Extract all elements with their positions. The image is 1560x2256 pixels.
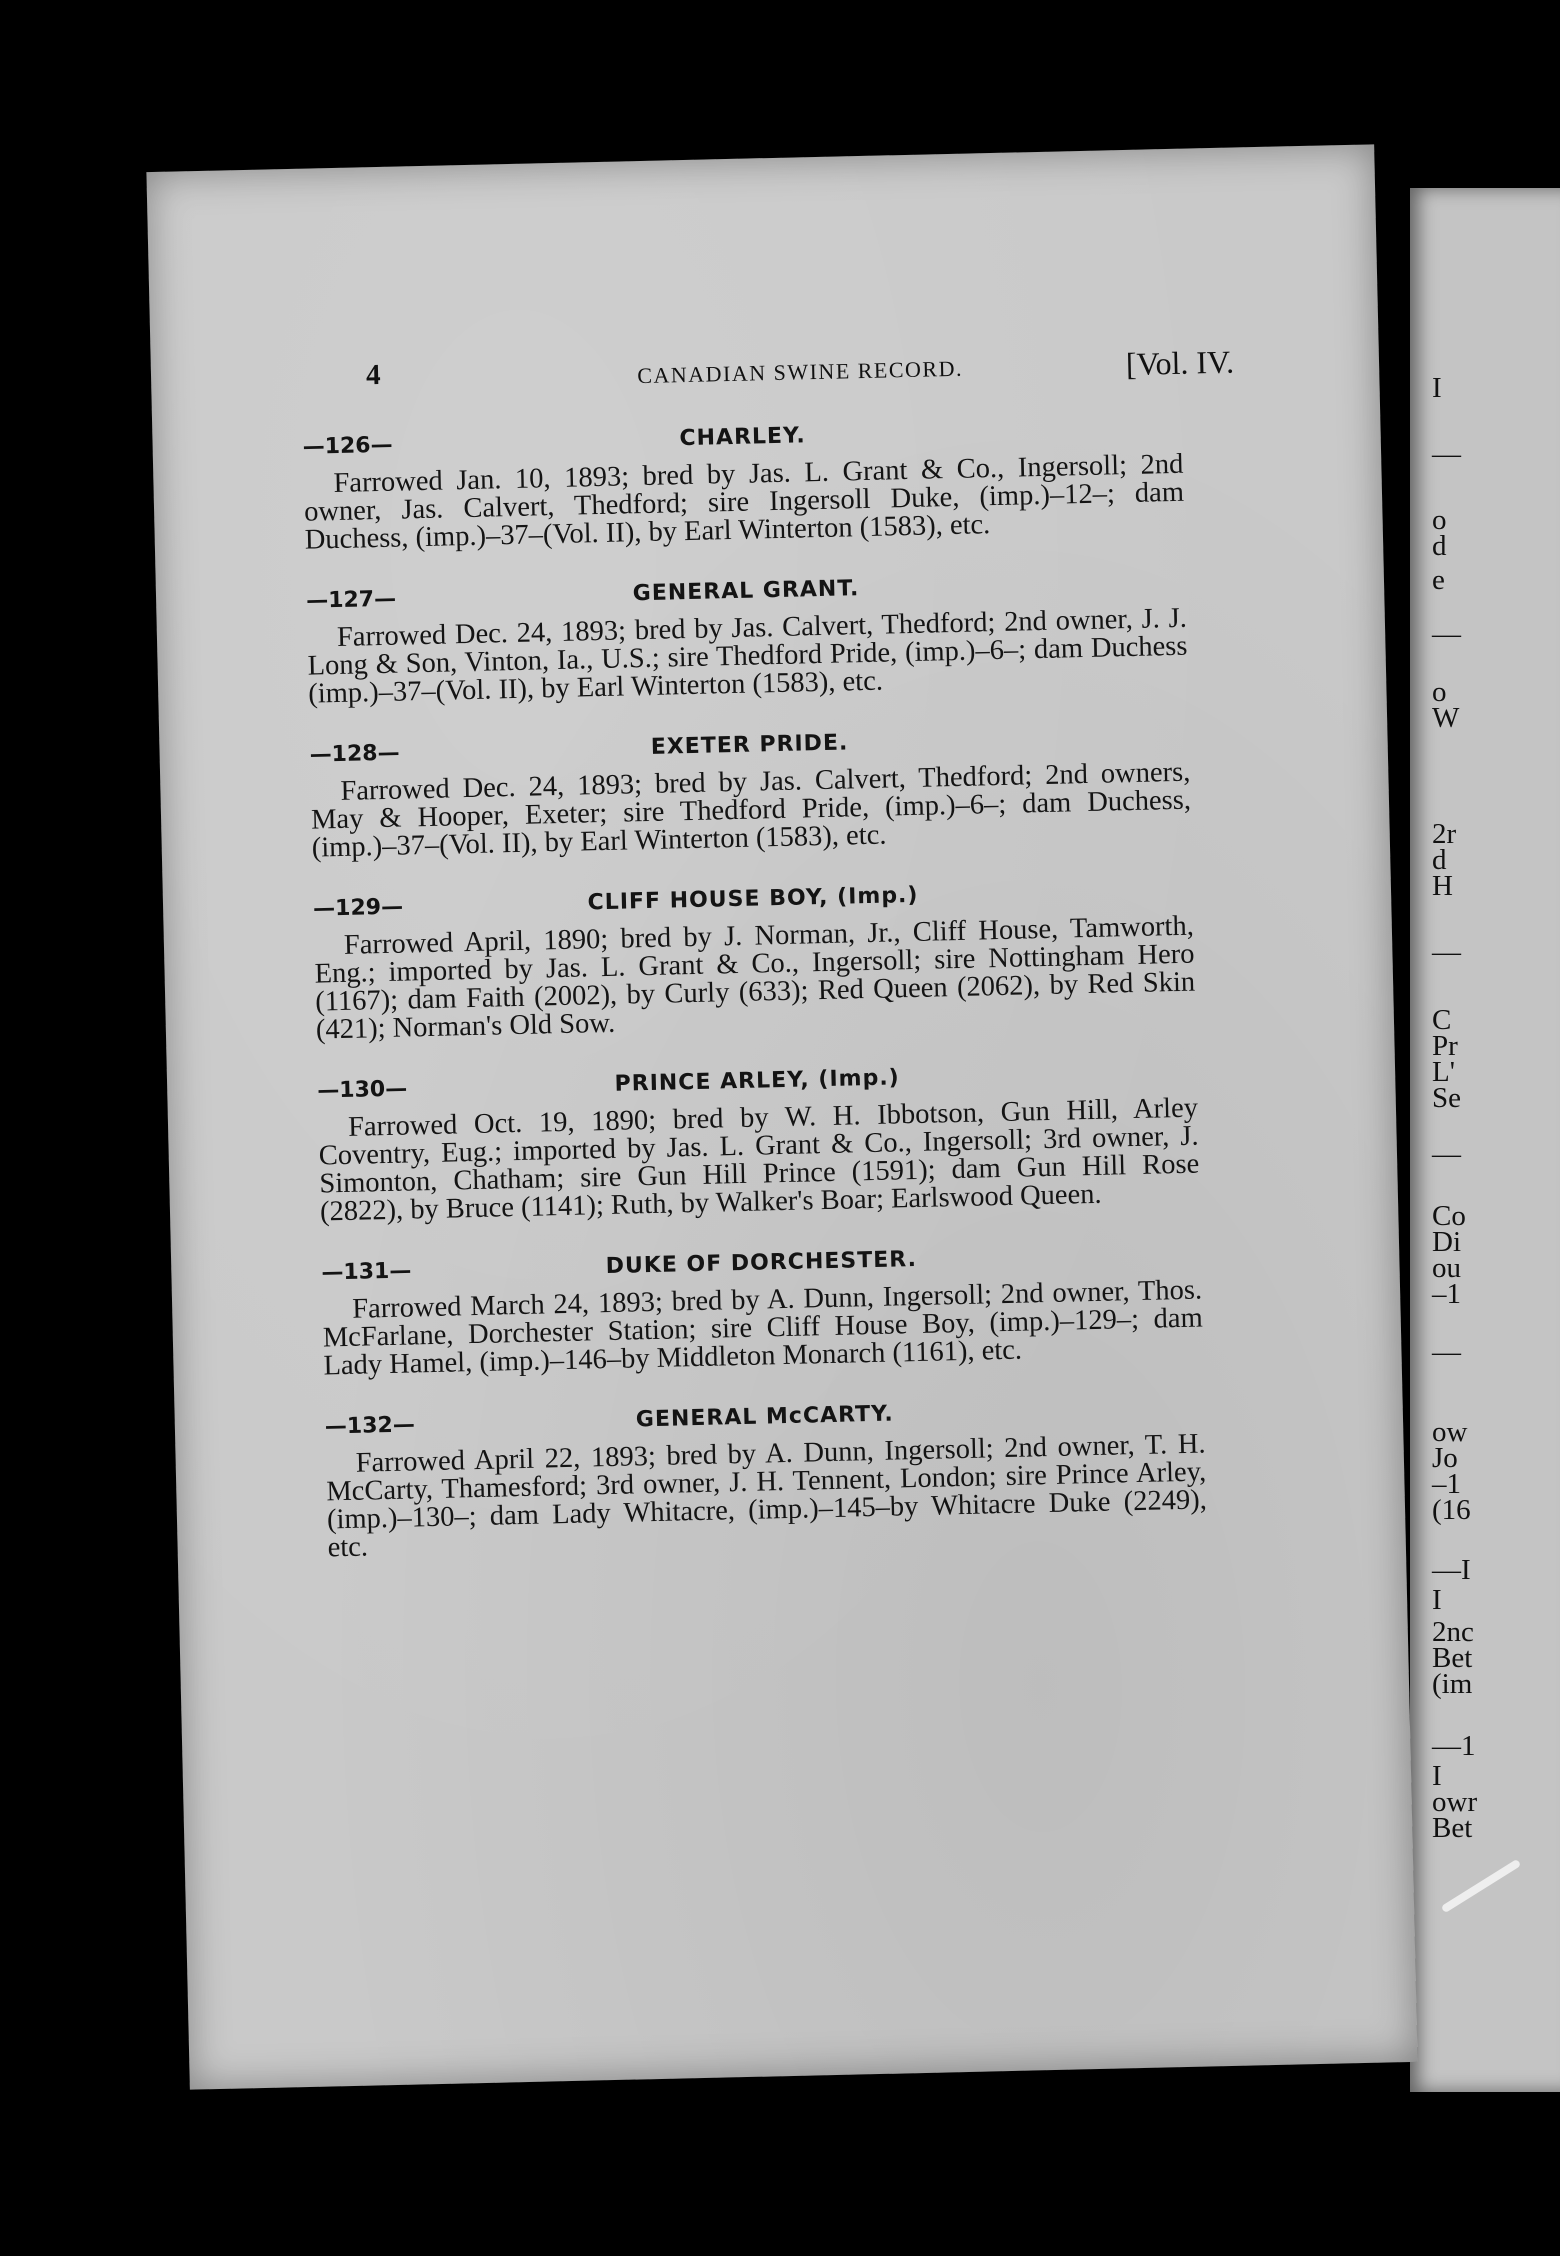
pedigree-entry <box>302 411 1185 555</box>
entry-name: CHARLEY. <box>679 423 806 452</box>
facing-page-fragment: o <box>1432 676 1447 708</box>
scanned-page <box>146 144 1417 2089</box>
facing-page-fragment: — <box>1432 438 1461 470</box>
pedigree-entry <box>317 1055 1200 1227</box>
running-title: CANADIAN SWINE RECORD. <box>636 355 964 389</box>
entry-text: Farrowed April, 1890; bred by J. Norman, Jr., Cliff House, Tamworth, Eng.; imported by Jas. L. Grant & Co., Ingersoll; sire Nottingham Hero (1167); dam Faith (2002), by Curly (633); Red Queen (2062), by Red Skin (421); Norman's Old Sow. <box>314 910 1196 1046</box>
facing-page-fragment: Di <box>1432 1226 1461 1258</box>
pedigree-entry <box>321 1237 1204 1381</box>
facing-page-fragment: (16 <box>1432 1494 1471 1526</box>
facing-page-fragment: I <box>1432 1760 1442 1792</box>
facing-page-fragment: —I <box>1432 1554 1471 1586</box>
facing-page-fragment: I <box>1432 372 1442 404</box>
facing-page-fragment: Pr <box>1432 1030 1458 1062</box>
entry-name: DUKE OF DORCHESTER. <box>605 1246 918 1280</box>
volume-label: [Vol. IV. <box>1125 343 1235 383</box>
pedigree-entry <box>313 873 1196 1045</box>
entry-name: CLIFF HOUSE BOY, (Imp.) <box>587 882 919 916</box>
facing-page-fragment: — <box>1432 1138 1461 1170</box>
facing-page-fragment: H <box>1432 870 1453 902</box>
facing-page-fragment: 2r <box>1432 818 1457 850</box>
facing-page-fragment: (im <box>1432 1668 1473 1700</box>
entry-number: —132— <box>324 1412 416 1440</box>
facing-page-fragment: — <box>1432 1336 1461 1368</box>
entry-text: Farrowed Jan. 10, 1893; bred by Jas. L. Grant & Co., Ingersoll; 2nd owner, Jas. Calvert, Thedford; sire Ingersoll Duke, (imp.)–12–; dam Duchess, (imp.)–37–(Vol. II), by Earl Winterton (1583), etc. <box>303 448 1185 556</box>
running-header <box>366 340 1235 400</box>
entry-text: Farrowed Dec. 24, 1893; bred by Jas. Calvert, Thedford; 2nd owner, J. J. Long & Son, Vinton, Ia., U.S.; sire Thedford Pride, (imp.)–6–; dam Duchess (imp.)–37–(Vol. II), by Earl Winterton (1583), etc. <box>307 602 1188 710</box>
facing-page-fragment: –1 <box>1432 1468 1461 1500</box>
facing-page-fragment: — <box>1432 618 1461 650</box>
facing-page-fragment: Jo <box>1432 1442 1458 1474</box>
facing-page-fragment: Co <box>1432 1200 1466 1232</box>
entry-text: Farrowed Oct. 19, 1890; bred by W. H. Ibbotson, Gun Hill, Arley Coventry, Eug.; imported by Jas. L. Grant & Co., Ingersoll; 3rd owner, J. Simonton, Chatham; sire Gun Hill Prince (1591); dam Gun Hill Rose (2822), by Bruce (1141); Ruth, by Walker's Boar; Earlswood Queen. <box>318 1092 1200 1228</box>
pedigree-entry <box>306 565 1189 709</box>
pedigree-entry <box>325 1390 1208 1562</box>
entry-text: Farrowed March 24, 1893; bred by A. Dunn, Ingersoll; 2nd owner, Thos. McFarlane, Dorchester Station; sire Cliff House Boy, (imp.)–129–; dam Lady Hamel, (imp.)–146–by Middleton Monarch (1161), etc. <box>322 1274 1204 1382</box>
facing-page-fragment: owr <box>1432 1786 1478 1818</box>
facing-page-fragment: d <box>1432 844 1447 876</box>
facing-page-fragment: e <box>1432 564 1445 596</box>
entry-text: Farrowed April 22, 1893; bred by A. Dunn, Ingersoll; 2nd owner, T. H. McCarty, Thamesford; 3rd owner, J. H. Tennent, London; sire Prince Arley, (imp.)–130–; dam Lady Whitacre, (imp.)–145–by Whitacre Duke (2249), etc. <box>326 1428 1208 1564</box>
facing-page-fragment: Bet <box>1432 1642 1473 1674</box>
entry-number: —127— <box>305 586 397 614</box>
facing-page-fragment: o <box>1432 504 1447 536</box>
page-number: 4 <box>365 358 381 392</box>
facing-page-fragment: —1 <box>1432 1730 1476 1762</box>
entry-name: GENERAL GRANT. <box>632 576 860 607</box>
entry-name: EXETER PRIDE. <box>650 730 849 760</box>
pedigree-entry <box>309 719 1192 863</box>
facing-page-fragment: — <box>1432 936 1461 968</box>
facing-page-fragment: I <box>1432 1584 1442 1616</box>
facing-page-fragment: Se <box>1432 1082 1461 1114</box>
entry-number: —129— <box>312 894 404 922</box>
entry-number: —130— <box>317 1076 408 1104</box>
facing-page-fragment: ou <box>1432 1252 1461 1284</box>
entry-name: GENERAL McCARTY. <box>635 1401 894 1433</box>
entry-number: —131— <box>321 1258 412 1286</box>
facing-page-fragment: W <box>1432 702 1460 734</box>
facing-page-fragment: d <box>1432 530 1447 562</box>
facing-page-fragment: C <box>1432 1004 1452 1036</box>
facing-page-fragment: Bet <box>1432 1812 1473 1844</box>
entry-name: PRINCE ARLEY, (Imp.) <box>614 1065 900 1097</box>
entry-text: Farrowed Dec. 24, 1893; bred by Jas. Calvert, Thedford; 2nd owners, May & Hooper, Exeter; sire Thedford Pride, (imp.)–6–; dam Duchess, (imp.)–37–(Vol. II), by Earl Winterton (1583), etc. <box>310 756 1192 864</box>
facing-page-fragment: L' <box>1432 1056 1455 1088</box>
facing-page-fragment: 2nc <box>1432 1616 1474 1648</box>
facing-page <box>1410 188 1560 2092</box>
facing-page-fragment: –1 <box>1432 1278 1461 1310</box>
entry-number: —128— <box>309 740 400 768</box>
entry-list <box>302 411 1208 1593</box>
facing-page-fragment: ow <box>1432 1416 1468 1448</box>
entry-number: —126— <box>302 432 393 460</box>
